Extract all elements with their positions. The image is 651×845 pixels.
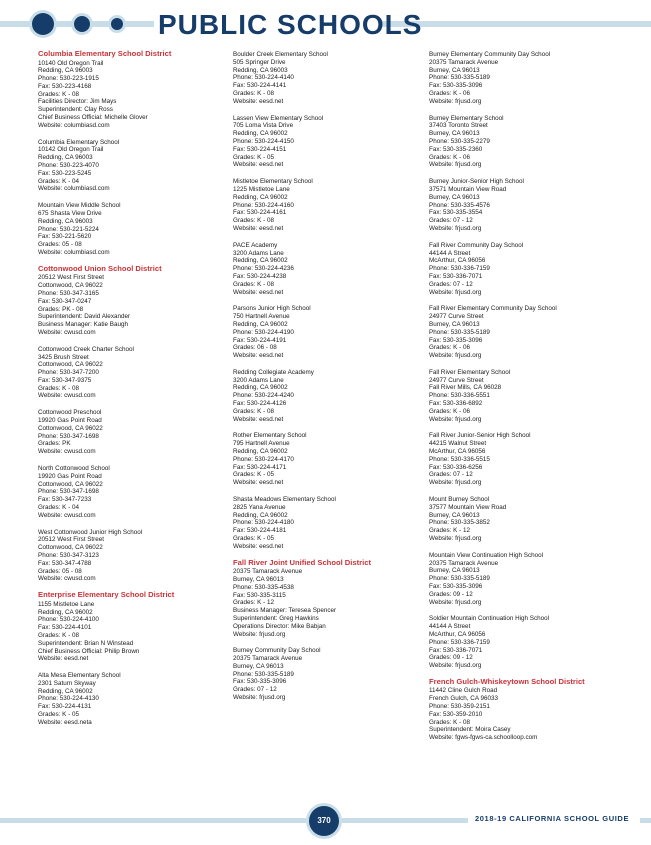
entry-line: 10140 Old Oregon Trail: [38, 59, 104, 67]
entry-line: Website: frjusd.org: [429, 97, 482, 105]
school-entry: [38, 139, 228, 194]
entry-line: Operations Director: Mike Babjan: [233, 622, 326, 630]
entry-line: Website: frjusd.org: [429, 415, 482, 423]
entry-line: Phone: 530-224-4130: [38, 695, 99, 703]
district-entry: [38, 264, 228, 337]
school-name: Burney Elementary Community Day School: [429, 51, 551, 58]
entry-line: Website: cwusd.com: [38, 448, 96, 456]
entry-line: Fax: 530-335-3096: [429, 583, 483, 591]
school-entry: [38, 465, 228, 520]
entry-line: Grades: 05 - 08: [38, 567, 82, 575]
entry-line: 37571 Mountain View Road: [429, 185, 507, 193]
entry-line: 675 Shasta View Drive: [38, 210, 102, 218]
directory-column-3: [429, 51, 619, 751]
entry-line: 20375 Tamarack Avenue: [233, 655, 303, 663]
school-entry: [429, 115, 619, 170]
entry-line: Fax: 530-224-4101: [38, 624, 92, 632]
entry-line: Cottonwood, CA 96022: [38, 480, 103, 488]
entry-line: Fax: 530-224-4171: [233, 463, 287, 471]
entry-line: 19920 Gas Point Road: [38, 472, 102, 480]
entry-line: Fax: 530-336-7071: [429, 646, 483, 654]
school-name: Soldier Mountain Continuation High School: [429, 615, 550, 623]
entry-line: Phone: 530-335-5189: [429, 575, 490, 583]
entry-line: Phone: 530-335-4538: [233, 583, 294, 591]
directory-column-2: [233, 51, 423, 711]
entry-line: Website: cwusd.com: [38, 511, 96, 519]
entry-line: Redding, CA 96002: [38, 687, 93, 695]
entry-line: Burney, CA 96013: [429, 567, 480, 575]
entry-line: Phone: 530-347-1698: [38, 432, 99, 440]
school-name: PACE Academy: [233, 241, 278, 249]
entry-line: Fall River Mills, CA 96028: [429, 384, 502, 392]
school-name: Fall River Community Day School: [429, 241, 524, 249]
entry-line: Website: eesd.net: [233, 479, 284, 487]
entry-line: Phone: 530-335-5189: [429, 328, 490, 336]
entry-line: Phone: 530-347-7200: [38, 369, 99, 377]
header-dot-large: [32, 13, 54, 35]
school-entry: [429, 51, 619, 106]
district-entry: [38, 590, 228, 663]
entry-line: Chief Business Official: Philip Brown: [38, 647, 140, 655]
entry-line: Grades: K - 05: [233, 535, 274, 543]
entry-line: Fax: 530-223-4168: [38, 82, 92, 90]
entry-line: Phone: 530-223-1915: [38, 75, 99, 83]
entry-line: Phone: 530-221-5224: [38, 225, 99, 233]
school-name: Rother Elementary School: [233, 432, 307, 440]
district-entry: [38, 49, 228, 130]
school-entry: [38, 202, 228, 257]
school-name: Burney Community Day School: [233, 647, 321, 655]
entry-line: Website: eesd.net: [233, 288, 284, 296]
entry-line: Website: columbiasd.com: [38, 249, 110, 257]
school-name: Alta Mesa Elementary School: [38, 672, 121, 680]
entry-line: Redding, CA 96002: [233, 193, 288, 201]
entry-line: 19920 Gas Point Road: [38, 417, 102, 425]
school-entry: [429, 432, 619, 487]
school-name: Burney Junior-Senior High School: [429, 178, 524, 186]
entry-line: Grades: 06 - 08: [233, 344, 277, 352]
entry-line: Grades: K - 04: [38, 177, 79, 185]
entry-line: Website: eesd.net: [233, 161, 284, 169]
entry-line: Phone: 530-224-4100: [38, 616, 99, 624]
entry-line: Phone: 530-336-7159: [429, 265, 490, 273]
entry-line: Phone: 530-224-4170: [233, 455, 294, 463]
entry-line: Website: cwusd.com: [38, 575, 96, 583]
entry-line: 2825 Yana Avenue: [233, 503, 286, 511]
entry-line: Fax: 530-335-3096: [233, 678, 287, 686]
header-dot-small: [111, 18, 123, 30]
entry-line: 505 Springer Drive: [233, 58, 286, 66]
entry-line: Phone: 530-335-5189: [429, 74, 490, 82]
entry-line: Fax: 530-221-5620: [38, 233, 92, 241]
entry-line: Burney, CA 96013: [233, 575, 284, 583]
school-name: Mountain View Middle School: [38, 202, 121, 210]
entry-line: Phone: 530-347-1698: [38, 488, 99, 496]
entry-line: Grades: K - 08: [38, 384, 79, 392]
entry-line: Phone: 530-224-4180: [233, 519, 294, 527]
entry-line: Fax: 530-224-4161: [233, 209, 287, 217]
district-heading: Fall River Joint Unified School District: [233, 557, 371, 567]
entry-line: Website: frjusd.org: [233, 630, 286, 638]
entry-line: Grades: PK - 08: [38, 305, 84, 313]
entry-line: Phone: 530-336-5515: [429, 455, 490, 463]
entry-line: Fax: 530-224-4191: [233, 336, 287, 344]
entry-line: Website: frjusd.org: [429, 662, 482, 670]
entry-line: Burney, CA 96013: [429, 511, 480, 519]
entry-line: Grades: K - 04: [38, 504, 79, 512]
school-entry: [429, 496, 619, 543]
entry-line: Phone: 530-335-3852: [429, 519, 490, 527]
entry-line: Redding, CA 96002: [233, 257, 288, 265]
entry-line: 20375 Tamarack Avenue: [429, 559, 499, 567]
entry-line: Phone: 530-336-7159: [429, 638, 490, 646]
entry-line: Burney, CA 96013: [233, 662, 284, 670]
entry-line: 20375 Tamarack Avenue: [233, 568, 303, 576]
entry-line: Website: eesd.net: [233, 415, 284, 423]
entry-line: Website: frjusd.org: [429, 352, 482, 360]
entry-line: Chief Business Official: Michelle Glover: [38, 114, 148, 122]
entry-line: Fax: 530-336-6892: [429, 400, 483, 408]
footer-rule-left: [0, 818, 306, 823]
directory-column-1: [38, 51, 228, 736]
page-number-badge: 370: [309, 806, 339, 836]
entry-line: 795 Hartnell Avenue: [233, 440, 290, 448]
entry-line: Website: eesd.net: [38, 655, 89, 663]
entry-line: Redding, CA 96002: [233, 511, 288, 519]
school-name: Cottonwood Preschool: [38, 409, 102, 417]
school-entry: [429, 552, 619, 607]
district-heading: French Gulch-Whiskeytown School District: [429, 676, 585, 686]
entry-line: 37577 Mountain View Road: [429, 503, 507, 511]
entry-line: Grades: K - 08: [38, 631, 79, 639]
school-entry: [233, 369, 423, 424]
school-name: Fall River Elementary School: [429, 368, 511, 376]
school-entry: [233, 115, 423, 170]
school-name: Redding Collegiate Academy: [233, 368, 314, 376]
entry-line: Redding, CA 96002: [233, 384, 288, 392]
entry-line: 750 Hartnell Avenue: [233, 313, 290, 321]
entry-line: Grades: K - 06: [429, 344, 470, 352]
page-header: [0, 0, 651, 48]
entry-line: Grades: K - 12: [233, 599, 274, 607]
entry-line: Grades: K - 05: [38, 711, 79, 719]
school-entry: [38, 529, 228, 584]
entry-line: Website: frjusd.org: [429, 479, 482, 487]
entry-line: 3200 Adams Lane: [233, 249, 284, 257]
entry-line: Grades: K - 06: [429, 153, 470, 161]
entry-line: Grades: K - 08: [233, 89, 274, 97]
entry-line: 20512 West First Street: [38, 274, 105, 282]
district-heading: Columbia Elementary School District: [38, 49, 172, 58]
entry-line: Grades: 07 - 12: [233, 686, 277, 694]
entry-line: Fax: 530-335-3096: [429, 336, 483, 344]
entry-line: Website: eesd.net: [233, 97, 284, 105]
school-name: Fall River Junior-Senior High School: [429, 432, 531, 440]
entry-line: Phone: 530-224-4236: [233, 265, 294, 273]
school-name: West Cottonwood Junior High School: [38, 528, 143, 536]
entry-line: Burney, CA 96013: [429, 130, 480, 138]
school-entry: [233, 178, 423, 233]
entry-line: 24977 Curve Street: [429, 376, 484, 384]
entry-line: 3425 Brush Street: [38, 353, 89, 361]
entry-line: Cottonwood, CA 96022: [38, 282, 103, 290]
entry-line: Grades: 07 - 12: [429, 280, 473, 288]
entry-line: Redding, CA 96002: [233, 448, 288, 456]
school-name: Mount Burney School: [429, 496, 490, 504]
entry-line: Fax: 530-223-5245: [38, 169, 92, 177]
school-entry: [429, 305, 619, 360]
district-entry: [233, 558, 423, 639]
entry-line: Phone: 530-224-4190: [233, 328, 294, 336]
entry-line: Superintendent: Moira Casey: [429, 726, 511, 734]
entry-line: Business Manager: Teresea Spencer: [233, 607, 337, 615]
school-entry: [233, 51, 423, 106]
school-name: Boulder Creek Elementary School: [233, 51, 328, 58]
school-entry: [429, 178, 619, 233]
school-entry: [429, 615, 619, 670]
entry-line: Burney, CA 96013: [429, 320, 480, 328]
entry-line: Fax: 530-336-7071: [429, 272, 483, 280]
entry-line: Fax: 530-347-7233: [38, 496, 92, 504]
entry-line: 20375 Tamarack Avenue: [429, 58, 499, 66]
school-entry: [38, 346, 228, 401]
entry-line: Superintendent: Clay Ross: [38, 106, 113, 114]
entry-line: Website: cwusd.com: [38, 328, 96, 336]
district-entry: [429, 677, 619, 742]
district-heading: Cottonwood Union School District: [38, 263, 162, 273]
entry-line: 37403 Toronto Street: [429, 122, 488, 130]
entry-line: Redding, CA 96002: [233, 130, 288, 138]
entry-line: McArthur, CA 96056: [429, 631, 486, 638]
entry-line: Grades: K - 08: [429, 718, 470, 726]
entry-line: Website: frjusd.org: [233, 694, 286, 702]
entry-line: Redding, CA 96003: [233, 66, 288, 74]
entry-line: Website: fgws-fgws-ca.schoolloop.com: [429, 734, 538, 742]
entry-line: Fax: 530-224-4131: [38, 703, 92, 711]
entry-line: Grades: 05 - 08: [38, 241, 82, 249]
school-entry: [429, 242, 619, 297]
entry-line: 44144 A Street: [429, 623, 471, 631]
school-entry: [233, 242, 423, 297]
entry-line: Grades: K - 05: [233, 471, 274, 479]
entry-line: Grades: K - 08: [233, 407, 274, 415]
entry-line: Facilities Director: Jim Mays: [38, 98, 117, 106]
entry-line: Website: frjusd.org: [429, 288, 482, 296]
entry-line: Website: eesd.net: [233, 542, 284, 550]
entry-line: Fax: 530-347-4788: [38, 559, 92, 567]
entry-line: 2301 Saturn Skyway: [38, 679, 96, 687]
header-dot-medium: [74, 16, 90, 32]
entry-line: Business Manager: Katie Baugh: [38, 321, 128, 329]
entry-line: Fax: 530-336-6256: [429, 463, 483, 471]
entry-line: Grades: 07 - 12: [429, 471, 473, 479]
entry-line: Cottonwood, CA 96022: [38, 544, 103, 552]
entry-line: Fax: 530-347-9375: [38, 376, 92, 384]
entry-line: McArthur, CA 96056: [429, 448, 486, 456]
entry-line: Website: frjusd.org: [429, 161, 482, 169]
page-footer: [0, 806, 651, 836]
entry-line: Cottonwood, CA 96022: [38, 361, 103, 369]
entry-line: Phone: 530-224-4140: [233, 74, 294, 82]
header-rule-left: [0, 21, 32, 27]
footer-rule-middle: [342, 818, 468, 823]
entry-line: 705 Loma Vista Drive: [233, 122, 294, 130]
entry-line: Phone: 530-347-3123: [38, 552, 99, 560]
school-name: Shasta Meadows Elementary School: [233, 496, 336, 504]
entry-line: Phone: 530-223-4070: [38, 162, 99, 170]
entry-line: 44144 A Street: [429, 249, 471, 257]
entry-line: Website: columbiasd.com: [38, 121, 110, 129]
entry-line: 11442 Cline Gulch Road: [429, 687, 498, 695]
footer-rule-right: [640, 818, 651, 823]
entry-line: Cottonwood, CA 96022: [38, 424, 103, 432]
entry-line: Grades: 09 - 12: [429, 590, 473, 598]
entry-line: Burney, CA 96013: [429, 66, 480, 74]
entry-line: Fax: 530-335-3554: [429, 209, 483, 217]
entry-line: Redding, CA 96002: [233, 320, 288, 328]
school-name: Burney Elementary School: [429, 114, 504, 122]
school-entry: [233, 647, 423, 702]
entry-line: 20512 West First Street: [38, 536, 105, 544]
entry-line: Grades: K - 05: [233, 153, 274, 161]
entry-line: Fax: 530-359-2010: [429, 710, 483, 718]
entry-line: Grades: 07 - 12: [429, 217, 473, 225]
entry-line: Grades: K - 08: [233, 280, 274, 288]
school-name: Columbia Elementary School: [38, 138, 120, 146]
entry-line: Phone: 530-224-4160: [233, 201, 294, 209]
entry-line: Grades: K - 06: [429, 89, 470, 97]
entry-line: Grades: K - 08: [38, 90, 79, 98]
entry-line: Fax: 530-224-4141: [233, 82, 287, 90]
entry-line: Grades: PK: [38, 440, 71, 448]
entry-line: Burney, CA 96013: [429, 193, 480, 201]
entry-line: Phone: 530-224-4240: [233, 392, 294, 400]
entry-line: Phone: 530-359-2151: [429, 703, 490, 711]
entry-line: Phone: 530-335-4576: [429, 201, 490, 209]
entry-line: Grades: 09 - 12: [429, 654, 473, 662]
entry-line: 44215 Walnut Street: [429, 440, 487, 448]
entry-line: Phone: 530-224-4150: [233, 137, 294, 145]
entry-line: Redding, CA 96003: [38, 67, 93, 75]
entry-line: Redding, CA 96003: [38, 154, 93, 162]
entry-line: 1155 Mistletoe Lane: [38, 600, 95, 608]
entry-line: Phone: 530-347-3165: [38, 289, 99, 297]
entry-line: Website: frjusd.org: [429, 535, 482, 543]
entry-line: McArthur, CA 96056: [429, 257, 486, 265]
school-entry: [429, 369, 619, 424]
entry-line: Fax: 530-335-3096: [429, 82, 483, 90]
page-title: PUBLIC SCHOOLS: [158, 9, 423, 40]
entry-line: Superintendent: Greg Hawkins: [233, 614, 319, 622]
entry-line: Phone: 530-336-5551: [429, 392, 490, 400]
school-entry: [233, 432, 423, 487]
entry-line: 3200 Adams Lane: [233, 376, 284, 384]
entry-line: Fax: 530-347-0247: [38, 297, 92, 305]
school-entry: [38, 409, 228, 456]
school-name: Fall River Elementary Community Day School: [429, 305, 557, 313]
school-entry: [233, 496, 423, 551]
entry-line: Grades: K - 06: [429, 407, 470, 415]
entry-line: Superintendent: David Alexander: [38, 313, 131, 321]
entry-line: Redding, CA 96002: [38, 608, 93, 616]
entry-line: Fax: 530-335-3115: [233, 591, 286, 599]
school-entry: [38, 672, 228, 727]
entry-line: Website: columbiasd.com: [38, 185, 110, 193]
school-name: Mountain View Continuation High School: [429, 551, 543, 559]
entry-line: Fax: 530-335-2360: [429, 145, 483, 153]
entry-line: Fax: 530-224-4181: [233, 527, 287, 535]
school-entry: [233, 305, 423, 360]
school-name: North Cottonwood School: [38, 465, 110, 473]
entry-line: Website: eesd.net: [233, 352, 284, 360]
entry-line: Phone: 530-335-5189: [233, 670, 294, 678]
entry-line: Grades: K - 08: [233, 217, 274, 225]
entry-line: Website: frjusd.org: [429, 598, 482, 606]
entry-line: Website: eesd.neta: [38, 718, 92, 726]
school-name: Lassen View Elementary School: [233, 114, 324, 122]
school-name: Cottonwood Creek Charter School: [38, 345, 134, 353]
entry-line: Superintendent: Brian N Winstead: [38, 639, 134, 647]
entry-line: 10142 Old Oregon Trail: [38, 146, 104, 154]
entry-line: Fax: 530-224-4126: [233, 400, 287, 408]
district-heading: Enterprise Elementary School District: [38, 590, 175, 600]
entry-line: Phone: 530-335-2279: [429, 137, 490, 145]
entry-line: Fax: 530-224-4238: [233, 272, 287, 280]
entry-line: Grades: K - 12: [429, 527, 470, 535]
school-name: Parsons Junior High School: [233, 305, 311, 313]
guide-title: 2018-19 CALIFORNIA SCHOOL GUIDE: [475, 814, 630, 823]
entry-line: Website: eesd.net: [233, 224, 284, 232]
entry-line: Website: frjusd.org: [429, 224, 482, 232]
entry-line: 24977 Curve Street: [429, 313, 484, 321]
entry-line: Website: cwusd.com: [38, 392, 96, 400]
entry-line: 1225 Mistletoe Lane: [233, 185, 290, 193]
entry-line: French Gulch, CA 96033: [429, 695, 498, 703]
entry-line: Redding, CA 96003: [38, 217, 93, 225]
school-name: Mistletoe Elementary School: [233, 178, 313, 186]
entry-line: Fax: 530-224-4151: [233, 145, 287, 153]
